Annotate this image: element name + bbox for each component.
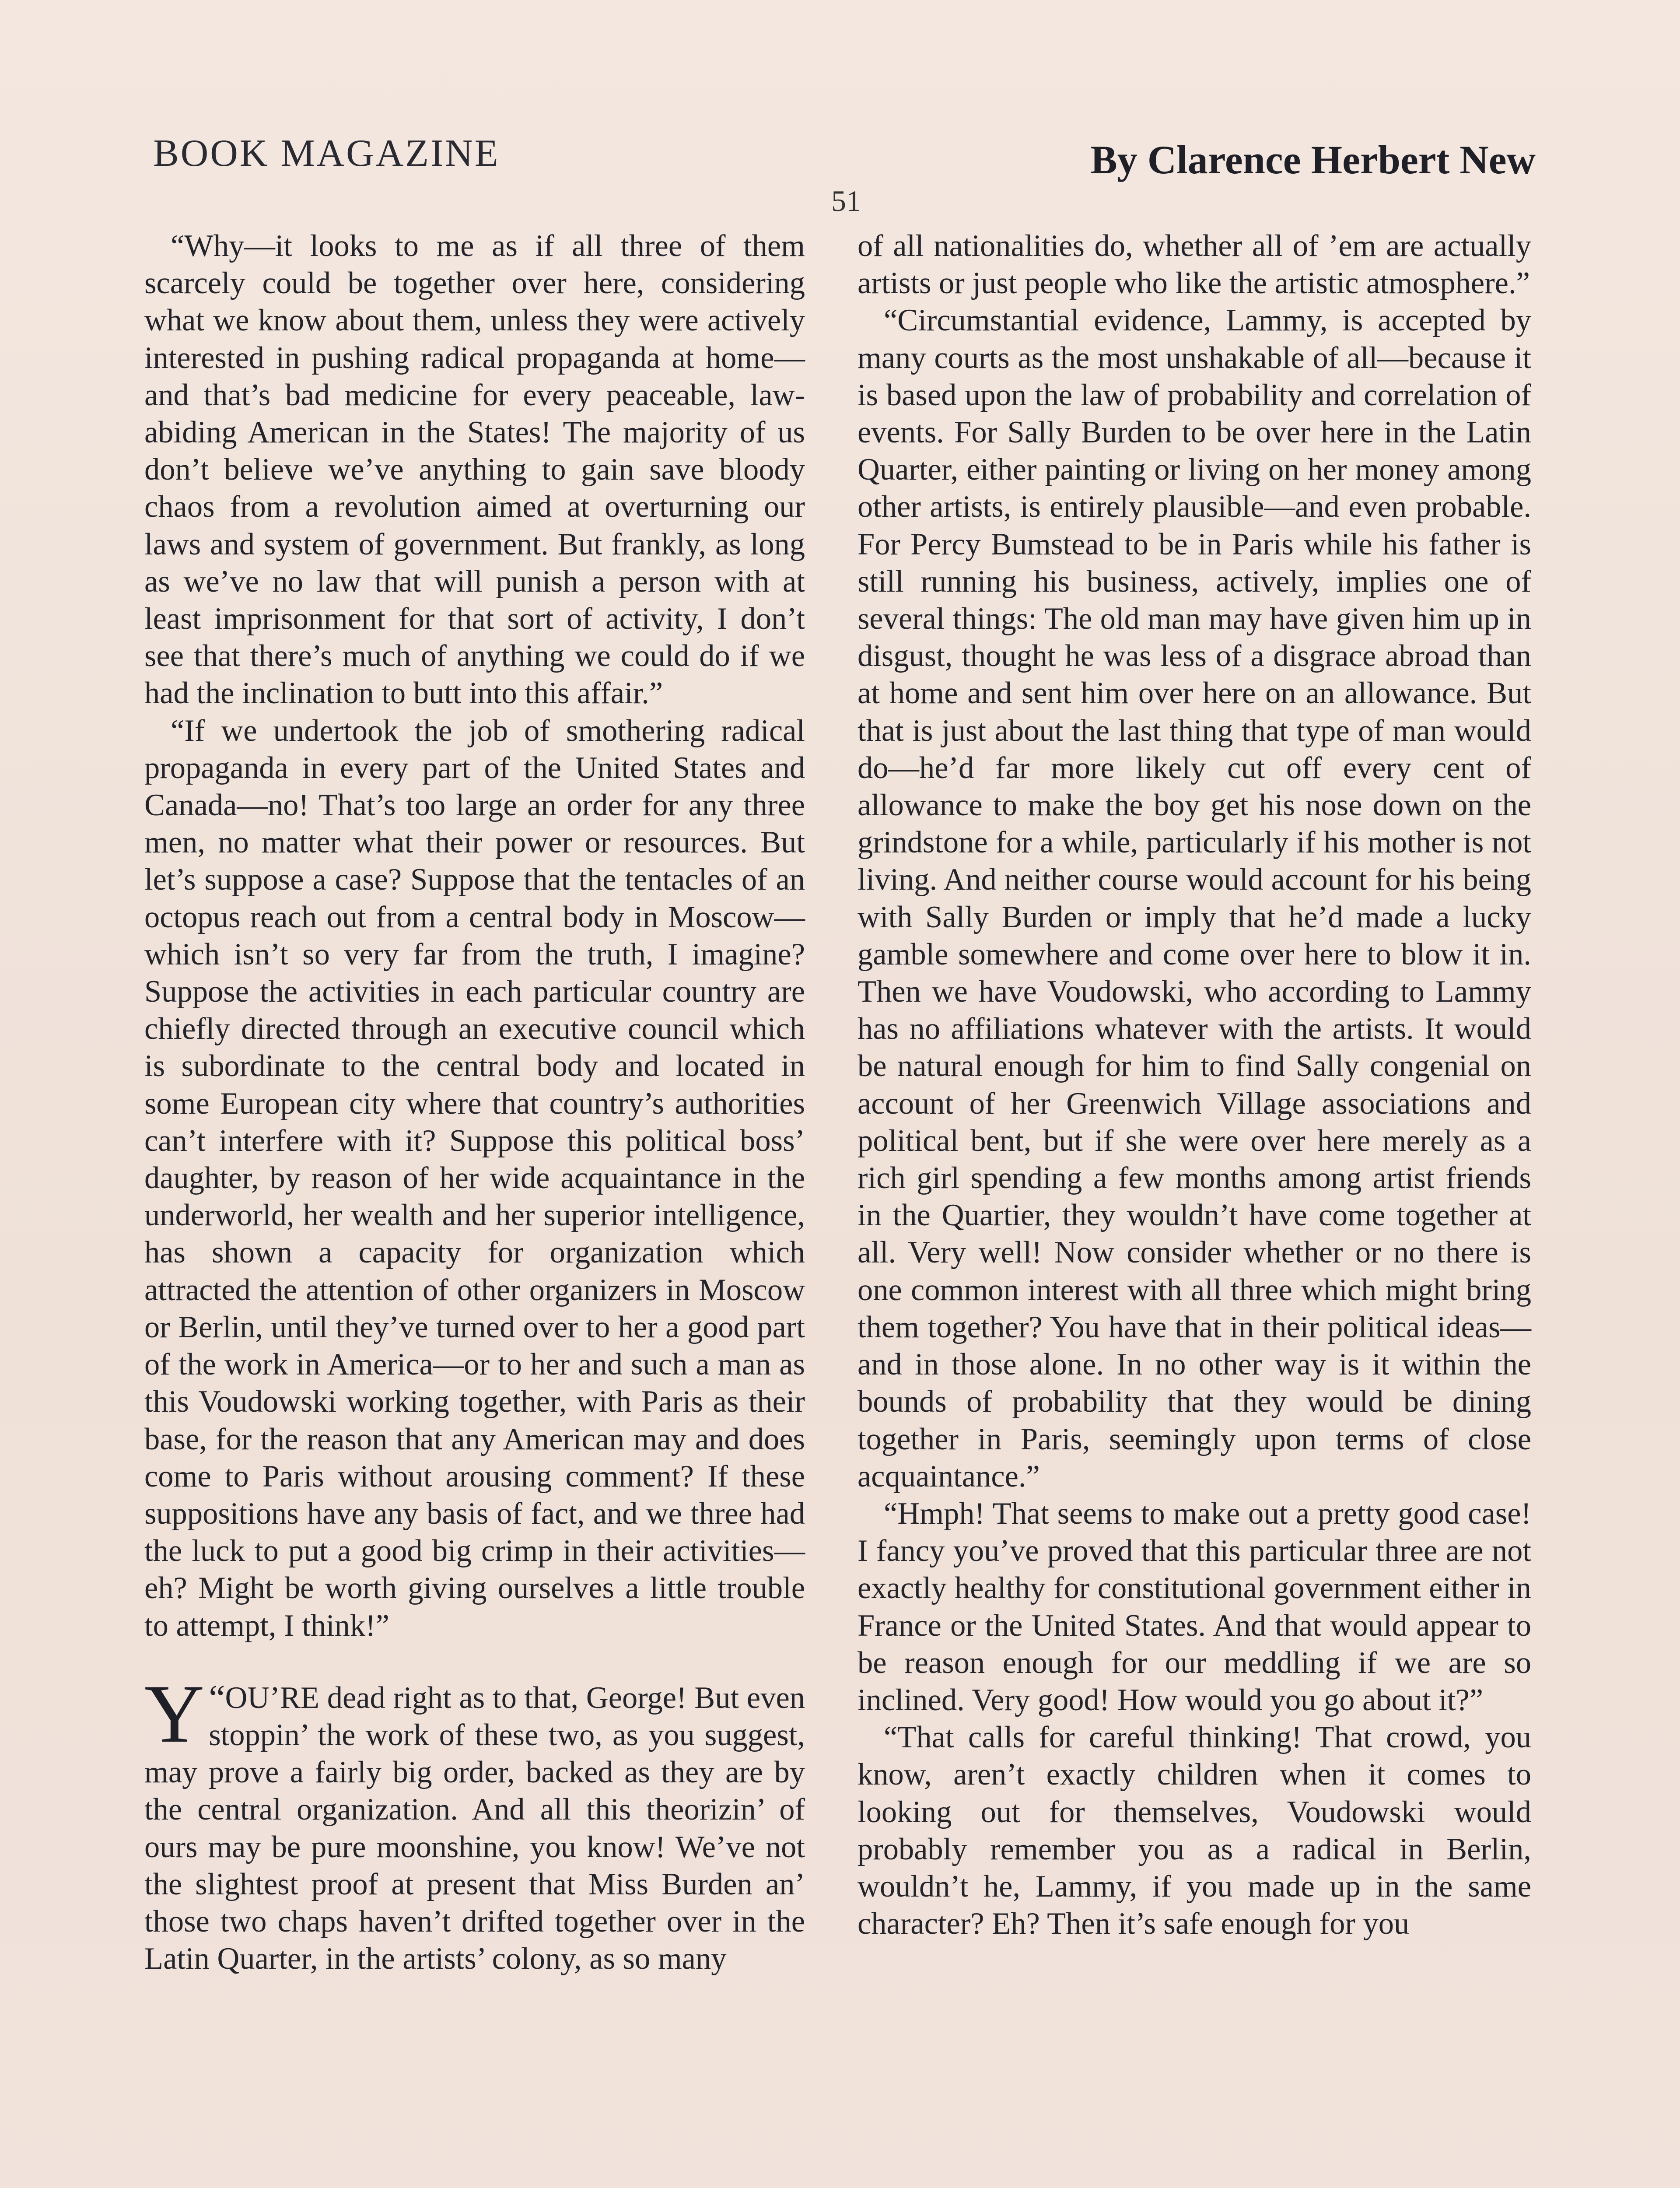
- opening-quote: “: [209, 1677, 225, 1718]
- paragraph-with-dropcap: [144, 1668, 805, 1978]
- paragraph: “Why—it looks to me as if all three of them scarcely could be together over here, considering what we know about them, unless they were actively interested in pushing radical propaganda at home—and that’s bad medicine for every peaceable, law-abiding American in the States! The majority of us don’t believe we’ve anything to gain save bloody chaos from a revolution aimed at overturning our laws and system of government. But frankly, as long as we’ve no law that will punish a person with at least imprisonment for that sort of activity, I don’t see that there’s much of anything we could do if we had the inclination to butt into this affair.”: [144, 229, 805, 711]
- paragraph: “If we undertook the job of smothering radical propaganda in every part of the United States and Canada—no! That’s too large an order for any three men, no matter what their power or resources. But let’s suppose a case? Suppose that the tentacles of an octopus reach out from a central body in Moscow—which isn’t so very far from the truth, I imagine? Suppose the activities in each particular country are chiefly directed through an executive council which is subordinate to the central body and located in some European city where that country’s authorities can’t interfere with it? Suppose this political boss’ daughter, by reason of her wide acquaintance in the underworld, her wealth and her superior intelligence, has shown a capacity for organization which attracted the attention of other organizers in Moscow or Berlin, until they’ve turned over to her a good part of the work in America—or to her and such a man as this Voudowski working together, with Paris as their base, for the reason that any American may and does come to Paris without arousing comment? If these suppositions have any basis of fact, and we three had the luck to put a good big crimp in their activities—eh? Might be worth giving ourselves a little trouble to attempt, I think!”: [144, 713, 805, 1643]
- drop-cap: Y: [144, 1668, 205, 1760]
- section-break: [144, 1645, 805, 1680]
- paragraph: of all nationalities do, whether all of ’em are actually artists or just people who like the artistic atmosphere.”: [858, 229, 1531, 301]
- author-byline: By Clarence Herbert New: [1090, 137, 1536, 182]
- paragraph: “That calls for careful thinking! That crowd, you know, aren’t exactly children when it comes to looking out for themselves, Voudowski would probably remember you as a radical in Berlin, wouldn’t he, Lammy, if you made up in the same character? Eh? Then it’s safe enough for you: [858, 1720, 1531, 1941]
- paragraph: “Circumstantial evidence, Lammy, is accepted by many courts as the most unshakable of all—because it is based upon the law of probability and correlation of events. For Sally Burden to be over here in the Latin Quarter, either painting or living on her money among other artists, is entirely plausible—and even probable. For Percy Bumstead to be in Paris while his father is still running his business, actively, implies one of several things: The old man may have given him up in disgust, thought he was less of a disgrace abroad than at home and sent him over here on an allowance. But that is just about the last thing that type of man would do—he’d far more likely cut off every cent of allowance to make the boy get his nose down on the grindstone for a while, particularly if his mother is not living. And neither course would account for his being with Sally Burden or imply that he’d made a lucky gamble somewhere and come over here to blow it in. Then we have Voudowski, who according to Lammy has no affiliations whatever with the artists. It would be natural enough for him to find Sally congenial on account of her Greenwich Village associations and political bent, but if she were over here merely as a rich girl spending a few months among artist friends in the Quartier, they wouldn’t have come together at all. Very well! Now consider whether or no there is one common interest with all three which might bring them together? You have that in their political ideas—and in those alone. In no other way is it within the bounds of probability that they would be dining together in Paris, seemingly upon terms of close acquaintance.”: [858, 303, 1531, 1494]
- paragraph: “Hmph! That seems to make out a pretty good case! I fancy you’ve proved that this particular three are not exactly healthy for constitutional government either in France or the United States. And that would appear to be reason enough for our meddling if we are so inclined. Very good! How would you go about it?”: [858, 1496, 1531, 1717]
- magazine-title: BOOK MAGAZINE: [153, 132, 500, 175]
- page-number: 51: [831, 184, 861, 217]
- left-column: [144, 228, 805, 1978]
- right-column: [858, 228, 1531, 1943]
- paragraph-text: OU’RE dead right as to that, George! But even stoppin’ the work of these two, as you suggest, may prove a fairly big order, backed as they are by the central organization. And all this theorizin’ of ours may be pure moonshine, you know! We’ve not the slightest proof at present that Miss Burden an’ those two chaps haven’t drifted together over in the Latin Quarter, in the artists’ colony, as so many: [144, 1680, 805, 1976]
